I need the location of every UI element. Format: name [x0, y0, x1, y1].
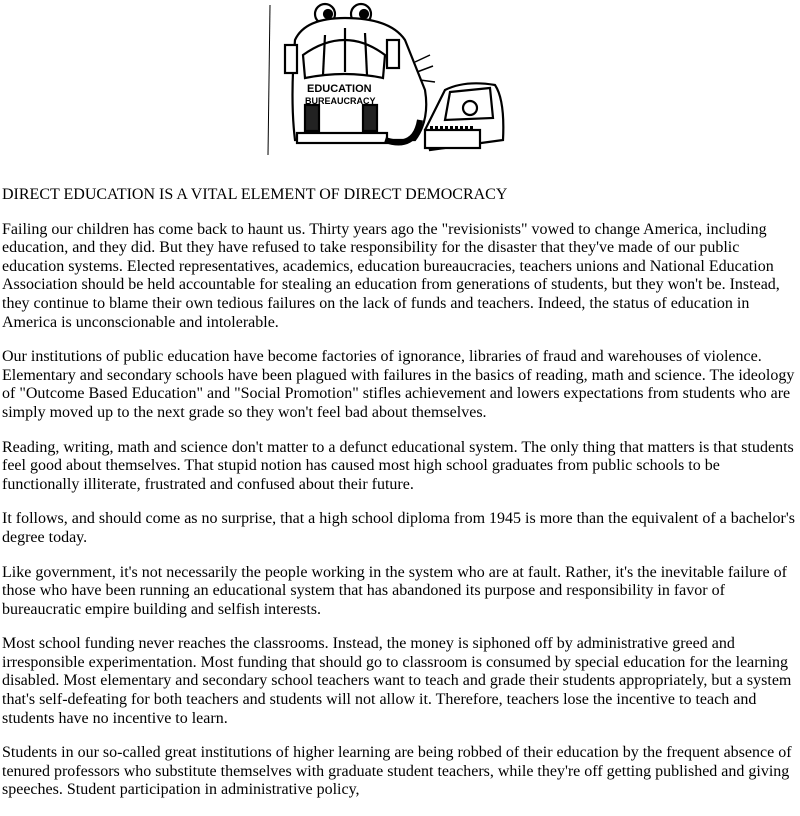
article	[2, 186, 798, 800]
article-paragraph: Reading, writing, math and science don't matter to a defunct educational system. The only thing that matters is that students feel good about themselves. That stupid notion has caused most high school graduates from public schools to be functionally illiterate, frustrated and confused about their future.	[2, 438, 794, 493]
article-paragraph: Failing our children has come back to haunt us. Thirty years ago the "revisionists" vowed to change America, including education, and they did. But they have refused to take responsibility for the disaster that they've made of our public education systems. Elected representatives, academics, education bureaucracies, teachers unions and National Education Association should be held accountable for stealing an education from generations of students, but they won't be. Instead, they continue to blame their own tedious failures on the lack of funds and teachers. Indeed, the status of education in America is unconscionable and intolerable.	[2, 220, 780, 331]
article-paragraph: Like government, it's not necessarily the people working in the system who are at fault. Rather, it's the inevitable failure of those who have been running an educational system that has abandoned its purpose and responsibility in favor of bureaucratic empire building and selfish interests.	[2, 563, 787, 618]
bus-logo-line1: EDUCATION	[307, 83, 372, 95]
bus-crushing-car-cartoon-icon	[265, 0, 555, 164]
article-heading: DIRECT EDUCATION IS A VITAL ELEMENT OF DIRECT DEMOCRACY	[2, 186, 508, 203]
bus-logo-line2: BUREAUCRACY	[305, 96, 376, 106]
article-paragraph: Most school funding never reaches the classrooms. Instead, the money is siphoned off by administrative greed and irresponsible experimentation. Most funding that should go to classroom is consumed by special education for the learning disabled. Most elementary and secondary school teachers want to teach and grade their students appropriately, but a system that's self-defeating for both teachers and students will not allow it. Therefore, teachers lose the incentive to teach and students have no incentive to learn.	[2, 635, 792, 727]
article-paragraph: Students in our so-called great institutions of higher learning are being robbed of their education by the frequent absence of tenured professors who substitute themselves with graduate student teachers, while they're off getting published and giving speeches. Student participation in administrative policy,	[2, 744, 792, 799]
cartoon-image	[2, 0, 798, 166]
article-paragraph: It follows, and should come as no surprise, that a high school diploma from 1945 is more than the equivalent of a bachelor's degree today.	[2, 510, 795, 546]
article-paragraph: Our institutions of public education have become factories of ignorance, libraries of fraud and warehouses of violence. Elementary and secondary schools have been plagued with failures in the basics of reading, math and science. The ideology of "Outcome Based Education" and "Social Promotion" stifles achievement and lowers expectations from students who are simply moved up to the next grade so they won't feel bad about themselves.	[2, 348, 795, 421]
